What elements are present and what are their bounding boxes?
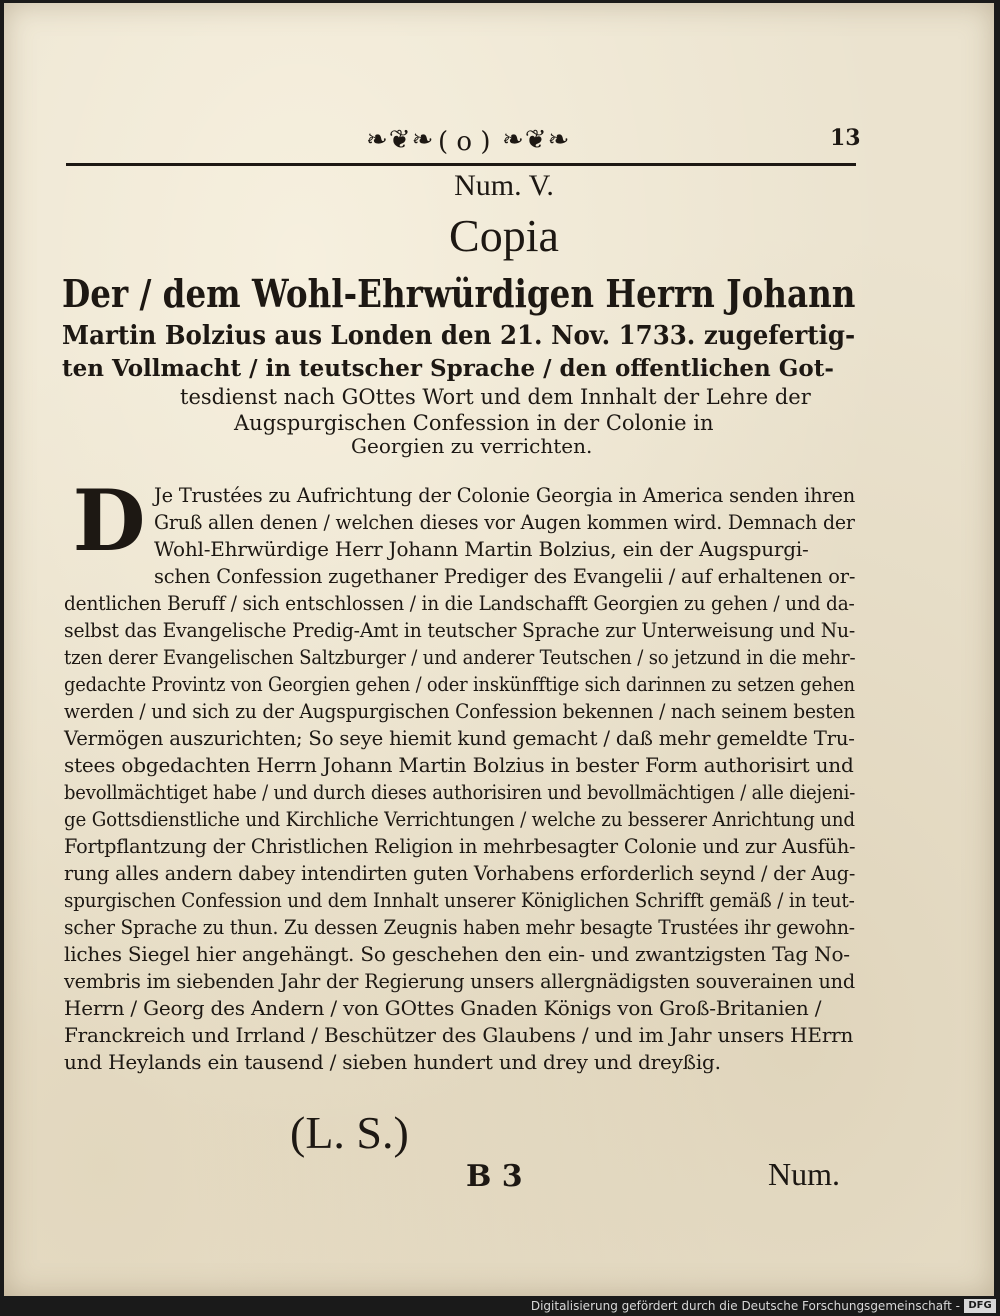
header-mark: ( o ) bbox=[438, 127, 491, 157]
seal-mark: (L. S.) bbox=[290, 1107, 409, 1158]
body-line: Je Trustées zu Aufrichtung der Colonie Georgia in America senden ihren bbox=[154, 483, 856, 507]
body-line: bevollmächtiget habe / und durch dieses authorisiren und bevollmächtigen / alle diejeni- bbox=[64, 780, 856, 804]
title-line: ten Vollmacht / in teutscher Sprache / den offentlichen Got- bbox=[62, 355, 834, 382]
body-line: scher Sprache zu thun. Zu dessen Zeugnis haben mehr besagte Trustées ihr gewohn- bbox=[64, 915, 855, 939]
body-line: spurgischen Confession und dem Innhalt unserer Königlichen Schrifft gemäß / in teut- bbox=[64, 888, 855, 912]
footer-credit: Digitalisierung gefördert durch die Deutsche Forschungsgemeinschaft - bbox=[530, 1299, 960, 1313]
signature-mark: B 3 bbox=[466, 1159, 523, 1194]
title-line: Augspurgischen Confession in der Colonie in bbox=[234, 411, 714, 435]
body-line: tzen derer Evangelischen Saltzburger / und anderer Teutschen / so jetzund in die mehr- bbox=[64, 645, 856, 669]
drop-cap-initial: D bbox=[72, 471, 146, 570]
body-line: werden / und sich zu der Augspurgischen Confession bekennen / nach seinem besten bbox=[64, 699, 856, 723]
title-line: Der / dem Wohl-Ehrwürdigen Herrn Johann bbox=[62, 271, 856, 316]
body-line: Wohl-Ehrwürdige Herr Johann Martin Bolzius, ein der Augspurgi- bbox=[154, 537, 809, 561]
body-line: liches Siegel hier angehängt. So geschehen den ein- und zwantzigsten Tag No- bbox=[64, 942, 850, 966]
body-line: Gruß allen denen / welchen dieses vor Augen kommen wird. Demnach der bbox=[154, 510, 855, 534]
body-line: Herrn / Georg des Andern / von GOttes Gnaden Königs von Groß-Britanien / bbox=[64, 996, 822, 1020]
title-line: Martin Bolzius aus Londen den 21. Nov. 1733. zugefertig- bbox=[62, 321, 856, 351]
title-line: Georgien zu verrichten. bbox=[351, 434, 593, 458]
body-line: schen Confession zugethaner Prediger des Evangelii / auf erhaltenen or- bbox=[154, 564, 856, 588]
page-header bbox=[64, 121, 864, 161]
body-line: dentlichen Beruff / sich entschlossen / in die Landschafft Georgien zu gehen / und da- bbox=[64, 591, 855, 615]
title-line: tesdienst nach GOttes Wort und dem Innhalt der Lehre der bbox=[180, 385, 811, 409]
body-line: Franckreich und Irrland / Beschützer des Glaubens / und im Jahr unsers HErrn bbox=[64, 1023, 854, 1047]
body-line: gedachte Provintz von Georgien gehen / oder inskünfftige sich darinnen zu setzen gehen bbox=[64, 672, 855, 696]
body-line: Vermögen auszurichten; So seye hiemit kund gemacht / daß mehr gemeldte Tru- bbox=[64, 726, 855, 750]
ornament-left-icon: ❧❦❧ bbox=[366, 125, 435, 155]
header-rule bbox=[66, 163, 856, 166]
body-line: ge Gottsdienstliche und Kirchliche Verrichtungen / welche zu besserer Anrichtung und bbox=[64, 807, 855, 831]
body-line: vembris im siebenden Jahr der Regierung unsers allergnädigsten souverainen und bbox=[64, 969, 855, 993]
body-line: stees obgedachten Herrn Johann Martin Bolzius in bester Form authorisirt und bbox=[64, 753, 854, 777]
document-number: Num. V. bbox=[454, 169, 554, 202]
footer-bar bbox=[0, 1296, 1000, 1316]
document-page bbox=[4, 3, 994, 1296]
document-label: Copia bbox=[449, 210, 559, 261]
dfg-logo-icon: DFG bbox=[964, 1299, 996, 1313]
body-line: rung alles andern dabey intendirten guten Vorhabens erforderlich seynd / der Aug- bbox=[64, 861, 856, 885]
body-line: Fortpflantzung der Christlichen Religion in mehrbesagter Colonie und zur Ausfüh- bbox=[64, 834, 856, 858]
catchword: Num. bbox=[768, 1156, 840, 1192]
body-line: selbst das Evangelische Predig-Amt in teutscher Sprache zur Unterweisung und Nu- bbox=[64, 618, 856, 642]
body-line: und Heylands ein tausend / sieben hundert und drey und dreyßig. bbox=[64, 1050, 721, 1074]
page-number: 13 bbox=[830, 125, 861, 151]
ornament-right-icon: ❧❦❧ bbox=[502, 125, 571, 155]
